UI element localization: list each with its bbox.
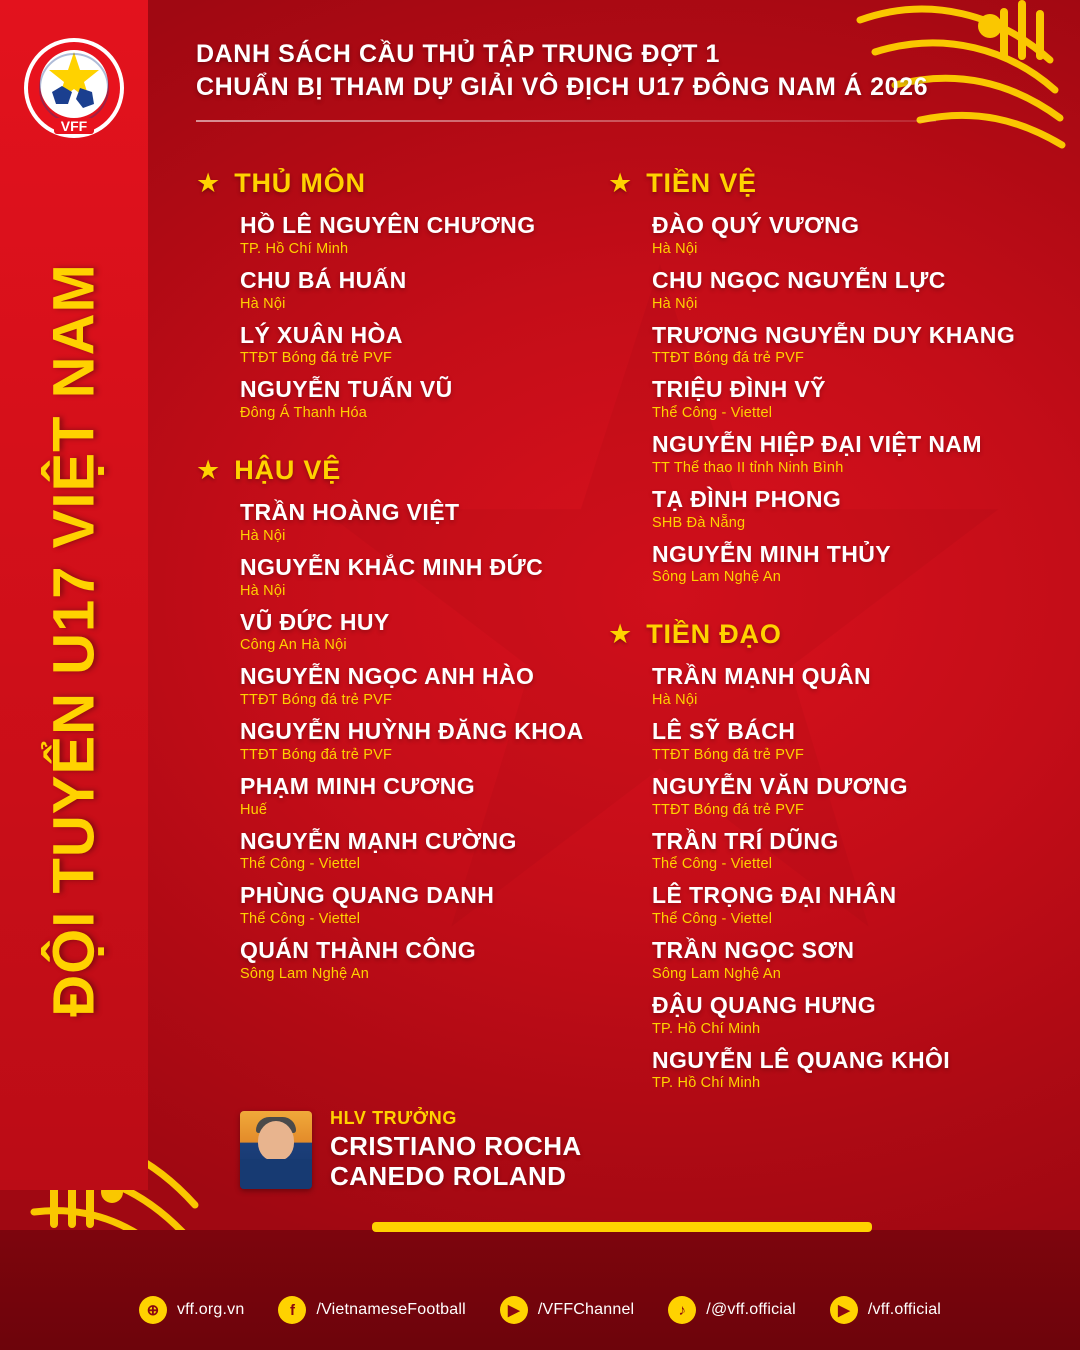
player-club: TTĐT Bóng đá trẻ PVF [240, 746, 393, 763]
player-club: Hà Nội [652, 295, 698, 312]
player-club: Thể Công - Viettel [240, 856, 361, 873]
player-club: TTĐT Bóng đá trẻ PVF [652, 801, 805, 818]
social-label: /VFFChannel [537, 1301, 635, 1318]
header-divider [196, 120, 936, 122]
player-name: TRẦN TRÍ DŨNG [652, 827, 839, 854]
player-club: TP. Hồ Chí Minh [652, 1075, 761, 1092]
globe-icon: ⊕ [139, 1296, 167, 1324]
coach-name-line-1: CRISTIANO ROCHA [330, 1131, 582, 1161]
vff-logo-icon [22, 36, 126, 140]
star-bullet-icon: ★ [608, 619, 633, 650]
player-name: TRẦN NGỌC SƠN [652, 937, 855, 963]
player-name: ĐÀO QUÝ VƯƠNG [652, 212, 860, 238]
social-label: vff.org.vn [176, 1301, 245, 1318]
player-club: Hà Nội [240, 527, 286, 544]
list-item [240, 555, 596, 599]
player-club: Đông Á Thanh Hóa [240, 405, 368, 421]
list-item [652, 377, 1028, 421]
list-item [652, 1048, 1028, 1092]
social-label: /vff.official [867, 1301, 942, 1318]
list-item [240, 377, 596, 421]
group-header [608, 168, 1028, 199]
player-name: NGUYỄN MINH THỦY [652, 540, 891, 567]
group-goalkeepers [196, 168, 596, 421]
coach-text [330, 1108, 582, 1191]
player-club: Hà Nội [240, 582, 286, 599]
player-name: CHU NGỌC NGUYỄN LỰC [652, 266, 946, 293]
coach-role: HLV TRƯỞNG [330, 1108, 457, 1128]
player-name: LÊ SỸ BÁCH [652, 718, 796, 744]
column-right [608, 168, 1028, 1125]
list-item [240, 610, 596, 654]
player-name: TRIỆU ĐÌNH VỸ [652, 376, 826, 403]
player-name: NGUYỄN HIỆP ĐẠI VIỆT NAM [652, 431, 982, 457]
player-club: Sông Lam Nghệ An [652, 569, 781, 586]
player-name: TẠ ĐÌNH PHONG [652, 485, 842, 512]
player-club: Hà Nội [652, 240, 698, 257]
list-item [652, 268, 1028, 312]
player-club: TP. Hồ Chí Minh [240, 240, 349, 257]
list-item [652, 213, 1028, 257]
list-item [652, 487, 1028, 531]
player-name: NGUYỄN LÊ QUANG KHÔI [652, 1046, 951, 1073]
list-item [240, 883, 596, 927]
social-tiktok[interactable] [668, 1296, 796, 1324]
player-name: VŨ ĐỨC HUY [240, 608, 390, 635]
list-item [240, 719, 596, 763]
list-item [652, 542, 1028, 586]
player-name: PHÙNG QUANG DANH [240, 882, 495, 909]
player-name: NGUYỄN VĂN DƯƠNG [652, 772, 908, 799]
player-club: TTĐT Bóng đá trẻ PVF [652, 746, 805, 763]
list-item [240, 664, 596, 708]
group-header [196, 455, 596, 486]
player-name: LÊ TRỌNG ĐẠI NHÂN [652, 882, 897, 909]
coach-avatar-shirt [240, 1159, 312, 1189]
group-header [608, 619, 1028, 650]
tiktok-icon: ♪ [668, 1296, 696, 1324]
group-label: HẬU VỆ [234, 455, 342, 485]
footer-accent-stripe [372, 1222, 872, 1232]
list-item [652, 883, 1028, 927]
page-title-vertical: ĐỘI TUYỂN U17 VIỆT NAM [41, 263, 107, 1017]
coach-name-line-2: CANEDO ROLAND [330, 1160, 567, 1191]
player-name: QUÁN THÀNH CÔNG [240, 937, 476, 963]
player-club: TP. Hồ Chí Minh [652, 1020, 761, 1037]
social-facebook[interactable] [278, 1296, 465, 1324]
player-name: CHU BÁ HUẤN [240, 266, 407, 293]
player-name: NGUYỄN KHẮC MINH ĐỨC [240, 553, 544, 580]
player-name: HỒ LÊ NGUYÊN CHƯƠNG [240, 212, 536, 238]
star-bullet-icon: ★ [196, 455, 221, 485]
list-item [240, 774, 596, 818]
player-club: SHB Đà Nẵng [652, 514, 746, 531]
list-item [652, 719, 1028, 763]
player-club: Sông Lam Nghệ An [240, 965, 369, 982]
svg-text:VFF: VFF [60, 118, 88, 134]
player-name: NGUYỄN NGỌC ANH HÀO [240, 663, 535, 690]
player-club: TT Thể thao II tỉnh Ninh Bình [652, 459, 844, 476]
social-website[interactable] [139, 1296, 245, 1324]
player-name: NGUYỄN TUẤN VŨ [240, 376, 453, 403]
group-defenders [196, 455, 596, 982]
player-club: TTĐT Bóng đá trẻ PVF [240, 350, 393, 367]
coach-avatar-face [258, 1121, 294, 1161]
player-club: Thể Công - Viettel [240, 911, 361, 927]
list-item [240, 829, 596, 873]
player-club: Thể Công - Viettel [652, 856, 773, 873]
list-item [652, 993, 1028, 1037]
social-label: /VietnameseFootball [316, 1301, 466, 1318]
group-label: TIỀN VỆ [646, 168, 757, 198]
group-label: TIỀN ĐẠO [646, 619, 782, 650]
player-club: Huế [240, 801, 268, 818]
footer-bar [0, 1230, 1080, 1350]
facebook-icon: f [278, 1296, 306, 1324]
list-item [240, 213, 596, 257]
player-club: Hà Nội [652, 692, 698, 708]
list-item [652, 323, 1028, 367]
list-item [652, 938, 1028, 982]
column-left [196, 168, 596, 1016]
header-line-2: CHUẨN BỊ THAM DỰ GIẢI VÔ ĐỊCH U17 ĐÔNG NAM Á 2026 [196, 73, 929, 101]
player-club: Sông Lam Nghệ An [652, 965, 781, 982]
youtube-icon: ▶ [500, 1296, 528, 1324]
group-label: THỦ MÔN [234, 168, 366, 198]
player-name: TRẦN MẠNH QUÂN [652, 663, 871, 690]
play-icon: ▶ [830, 1296, 858, 1324]
footer-socials [0, 1296, 1080, 1324]
player-name: PHẠM MINH CƯƠNG [240, 772, 476, 799]
list-item [240, 268, 596, 312]
list-item [652, 664, 1028, 708]
header-line-1: DANH SÁCH CẦU THỦ TẬP TRUNG ĐỢT 1 [196, 40, 720, 68]
player-name: NGUYỄN HUỲNH ĐĂNG KHOA [240, 718, 584, 744]
player-name: ĐẬU QUANG HƯNG [652, 991, 877, 1018]
list-item [652, 432, 1028, 476]
list-item [240, 500, 596, 544]
player-club: TTĐT Bóng đá trẻ PVF [240, 692, 393, 708]
player-name: NGUYỄN MẠNH CƯỜNG [240, 827, 517, 854]
list-item [652, 774, 1028, 818]
player-name: LÝ XUÂN HÒA [240, 321, 403, 348]
player-club: Công An Hà Nội [240, 637, 347, 654]
coach-block [240, 1108, 582, 1191]
list-item [652, 829, 1028, 873]
star-bullet-icon: ★ [196, 168, 221, 198]
player-name: TRẦN HOÀNG VIỆT [240, 499, 460, 525]
list-item [240, 938, 596, 982]
coach-avatar [240, 1111, 312, 1189]
group-header [196, 168, 596, 199]
star-bullet-icon: ★ [608, 168, 633, 198]
player-name: TRƯƠNG NGUYỄN DUY KHANG [652, 321, 1016, 348]
social-play[interactable] [830, 1296, 941, 1324]
social-label: /@vff.official [706, 1301, 796, 1318]
list-item [240, 323, 596, 367]
player-club: Thể Công - Viettel [652, 405, 773, 421]
header [196, 38, 956, 122]
player-club: TTĐT Bóng đá trẻ PVF [652, 350, 805, 367]
group-forwards [608, 619, 1028, 1091]
social-youtube[interactable] [500, 1296, 634, 1324]
player-club: Thể Công - Viettel [652, 911, 773, 927]
group-midfielders [608, 168, 1028, 585]
player-club: Hà Nội [240, 295, 286, 312]
